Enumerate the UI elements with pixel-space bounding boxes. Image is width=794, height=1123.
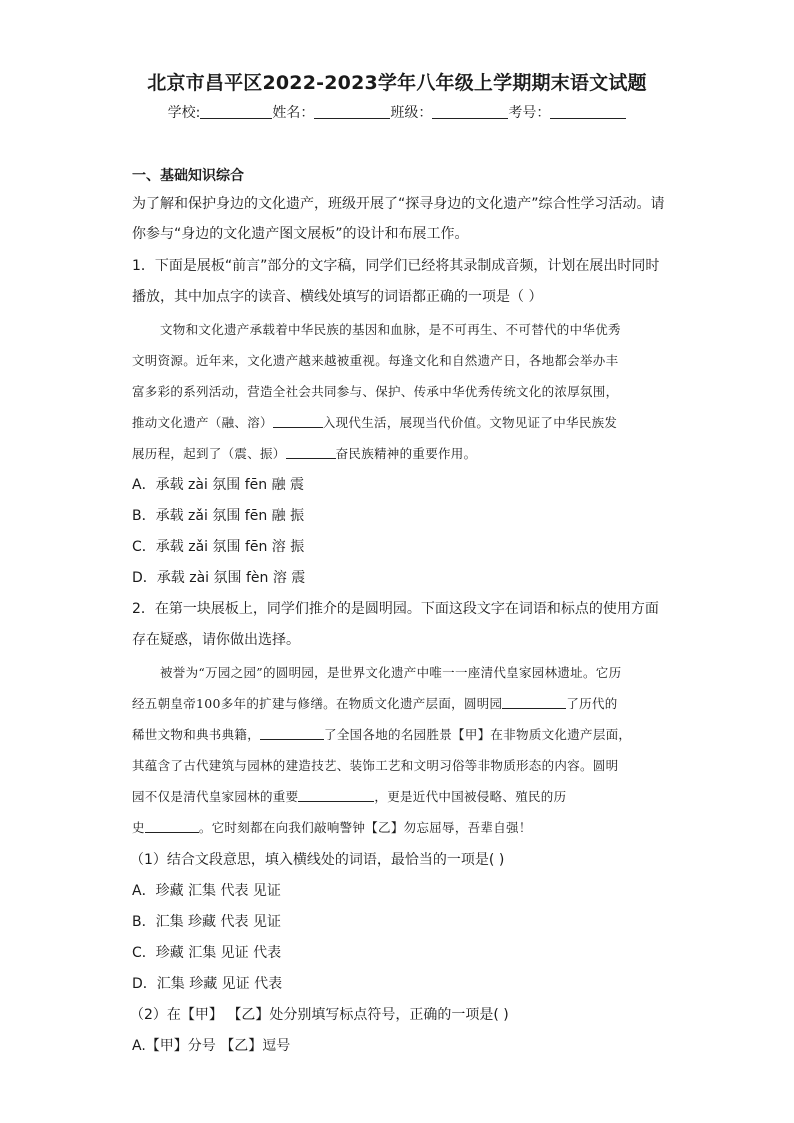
q2-passage-text: 了全国各地的名园胜景【甲】在非物质文化遗产层面， — [324, 727, 632, 742]
q2-sub1-option-d: D．汇集 珍藏 见证 代表 — [132, 976, 283, 992]
page-title: 北京市昌平区2022-2023学年八年级上学期期末语文试题 — [147, 72, 647, 94]
q1-stem-line-1: 1．下面是展板“前言”部分的文字稿，同学们已经将其录制成音频，计划在展出时同时 — [132, 258, 660, 274]
class-blank — [432, 104, 508, 119]
q2-sub1-option-c: C．珍藏 汇集 见证 代表 — [132, 945, 282, 961]
q1-passage-line-5 — [132, 444, 476, 462]
number-label: 考号： — [508, 105, 551, 121]
q2-sub1-stem: （1）结合文段意思，填入横线处的词语，最恰当的一项是( ) — [130, 852, 505, 868]
q2-passage-line-1: 被誉为“万园之园”的圆明园，是世界文化遗产中唯一一座清代皇家园林遗址。它历 — [160, 665, 622, 680]
q1-passage-line-2: 文明资源。近年来，文化遗产越来越被重视。每逢文化和自然遗产日，各地都会举办丰 — [132, 353, 619, 368]
name-label: 姓名： — [272, 105, 315, 121]
q2-sub2-stem: （2）在【甲】 【乙】处分别填写标点符号，正确的一项是( ) — [130, 1007, 509, 1023]
q2-passage-line-6 — [132, 818, 532, 836]
q2-passage-text: ，更是近代中国被侵略、殖民的历 — [374, 789, 567, 804]
q1-option-c: C．承载 zǎi 氛围 fēn 溶 振 — [132, 539, 305, 555]
q2-passage-line-3 — [132, 725, 631, 743]
fill-blank — [502, 696, 566, 709]
q1-passage-line-1: 文物和文化遗产承载着中华民族的基因和血脉，是不可再生、不可替代的中华优秀 — [160, 322, 621, 337]
q2-passage-text: 经五朝皇帝100多年的扩建与修缮。在物质文化遗产层面，圆明园 — [132, 696, 503, 711]
q2-passage-text: 稀世文物和典书典籍， — [132, 727, 261, 742]
school-label: 学校: — [167, 105, 201, 121]
q2-passage-text: 。它时刻都在向我们敲响警钟【乙】勿忘屈辱，吾辈自强！ — [198, 820, 532, 835]
fill-blank — [145, 820, 199, 833]
q2-passage-line-2 — [132, 694, 618, 712]
q2-passage-line-5 — [132, 787, 566, 805]
fill-blank — [260, 727, 324, 740]
q1-passage-text: 展历程，起到了（震、振） — [132, 446, 286, 461]
fill-blank — [286, 446, 336, 459]
fill-blank — [298, 789, 374, 802]
intro-line-1: 为了解和保护身边的文化遗产，班级开展了“探寻身边的文化遗产”综合性学习活动。请 — [132, 196, 665, 212]
q1-passage-text: 入现代生活，展现当代价值。文物见证了中华民族发 — [322, 415, 618, 430]
q2-stem-line-1: 2．在第一块展板上，同学们推介的是圆明园。下面这段文字在词语和标点的使用方面 — [132, 601, 659, 617]
student-info-row — [0, 102, 794, 122]
name-blank — [314, 104, 390, 119]
q2-stem-line-2: 存在疑惑，请你做出选择。 — [132, 632, 300, 648]
q2-sub1-option-b: B．汇集 珍藏 代表 见证 — [132, 914, 281, 930]
section-title: 一、基础知识综合 — [132, 168, 244, 184]
q2-sub2-option-a: A.【甲】分号 【乙】逗号 — [132, 1038, 291, 1054]
q2-passage-text: 史 — [132, 820, 145, 835]
fill-blank — [273, 415, 323, 428]
number-blank — [550, 104, 626, 119]
q2-sub1-option-a: A．珍藏 汇集 代表 见证 — [132, 883, 281, 899]
q1-option-a: A．承载 zài 氛围 fēn 融 震 — [132, 477, 305, 493]
q1-stem-line-2: 播放，其中加点字的读音、横线处填写的词语都正确的一项是（ ） — [132, 289, 543, 305]
q1-passage-line-3: 富多彩的系列活动，营造全社会共同参与、保护、传承中华优秀传统文化的浓厚氛围， — [132, 384, 619, 399]
q1-option-b: B．承载 zǎi 氛围 fēn 融 振 — [132, 508, 305, 524]
q2-passage-text: 了历代的 — [566, 696, 618, 711]
q1-passage-text: 推动文化遗产（融、溶） — [132, 415, 273, 430]
q1-option-d: D．承载 zài 氛围 fèn 溶 震 — [132, 570, 306, 586]
q2-passage-line-4: 其蕴含了古代建筑与园林的建造技艺、装饰工艺和文明习俗等非物质形态的内容。圆明 — [132, 758, 619, 773]
q1-passage-line-4 — [132, 413, 617, 431]
school-blank — [200, 104, 272, 119]
q2-passage-text: 园不仅是清代皇家园林的重要 — [132, 789, 299, 804]
intro-line-2: 你参与“身边的文化遗产图文展板”的设计和布展工作。 — [132, 226, 469, 242]
class-label: 班级： — [390, 105, 433, 121]
q1-passage-text: 奋民族精神的重要作用。 — [335, 446, 477, 461]
